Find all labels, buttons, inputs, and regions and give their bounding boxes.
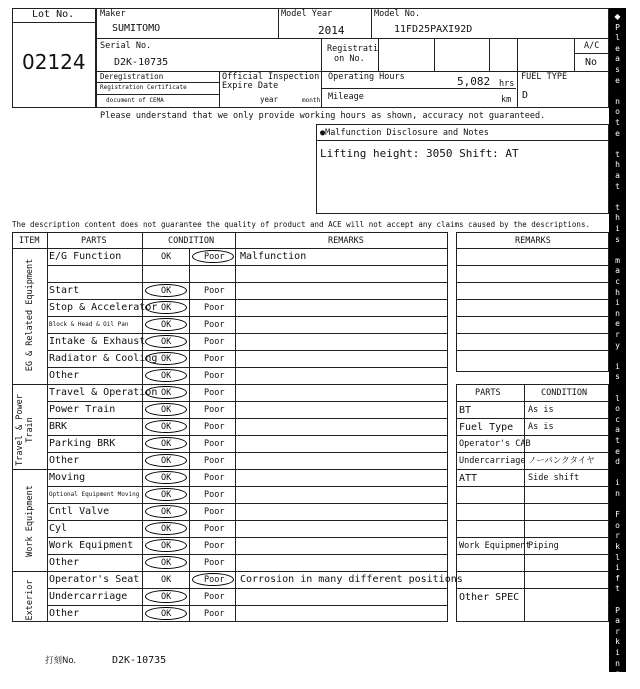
ac-value: No: [585, 57, 598, 68]
sidebar-char: h: [615, 287, 620, 297]
row-part: Undercarriage: [49, 591, 128, 602]
condition-ok[interactable]: OK: [161, 609, 172, 619]
sidebar-char: a: [615, 54, 620, 64]
condition-ok[interactable]: OK: [161, 405, 172, 415]
inspection-year: year: [260, 95, 279, 104]
row-part: Intake & Exhaust: [49, 336, 146, 347]
condition-poor[interactable]: Poor: [204, 575, 225, 585]
disclaimer: The description content does not guarantee the quality of product and ACE will not accept any claims caused by the descriptions.: [12, 220, 590, 229]
deregistration-line1: Deregistration: [100, 72, 164, 81]
condition-poor[interactable]: Poor: [204, 422, 225, 432]
selected-condition-circle: [145, 284, 187, 297]
selected-condition-circle: [145, 352, 187, 365]
condition-poor[interactable]: Poor: [204, 371, 225, 381]
selected-condition-circle: [145, 301, 187, 314]
condition-ok[interactable]: OK: [161, 439, 172, 449]
condition-ok[interactable]: OK: [161, 490, 172, 500]
sidebar-char: i: [615, 563, 620, 573]
right-parts-header: PARTS: [475, 388, 501, 398]
condition-poor[interactable]: Poor: [204, 354, 225, 364]
sidebar-char: o: [615, 404, 620, 414]
row-part: Operator's Seat: [49, 574, 140, 585]
sidebar-char: c: [615, 414, 620, 424]
sidebar-char: k: [615, 637, 620, 647]
sidebar-char: e: [615, 446, 620, 456]
row-part: Other: [49, 557, 80, 568]
condition-ok[interactable]: OK: [161, 575, 172, 585]
sidebar-char: ◆: [614, 679, 621, 689]
selected-condition-circle: [145, 437, 187, 450]
row-part: Other: [49, 370, 80, 381]
sidebar-char: l: [615, 552, 620, 562]
sidebar-char: y: [615, 340, 620, 350]
selected-condition-circle: [192, 250, 234, 263]
operating-hours-unit: hrs: [499, 79, 515, 89]
model-year-value: 2014: [318, 24, 345, 37]
condition-ok[interactable]: OK: [161, 337, 172, 347]
row-part: BRK: [49, 421, 68, 432]
mileage-unit: km: [501, 95, 512, 105]
sidebar-char: s: [615, 234, 620, 244]
sidebar-char: i: [615, 478, 620, 488]
condition-ok[interactable]: OK: [161, 456, 172, 466]
group-exterior: Exterior: [25, 579, 35, 621]
right-row-condition: Piping: [528, 541, 559, 551]
row-part: Block & Head & Oil Pan: [49, 321, 129, 328]
row-part: E/G Function: [49, 251, 122, 262]
condition-ok[interactable]: OK: [161, 252, 172, 262]
header-item: ITEM: [19, 236, 40, 246]
condition-ok[interactable]: OK: [161, 354, 172, 364]
condition-poor[interactable]: Poor: [204, 337, 225, 347]
selected-condition-circle: [145, 454, 187, 467]
right-row-part: Fuel Type: [459, 422, 514, 433]
sidebar-char: h: [615, 160, 620, 170]
deregistration-line2: Registration Certificate: [100, 84, 187, 91]
fuel-type-label: FUEL TYPE: [521, 72, 568, 82]
row-part: Cyl: [49, 523, 68, 534]
condition-poor[interactable]: Poor: [204, 507, 225, 517]
operating-hours-label: Operating Hours: [328, 72, 405, 82]
header-condition: CONDITION: [168, 236, 215, 246]
registration-label-1: Registrati: [327, 44, 379, 54]
right-row-part: Undercarriage: [459, 456, 526, 466]
maker-label: Maker: [100, 9, 126, 19]
sidebar-char: e: [615, 43, 620, 53]
condition-poor[interactable]: Poor: [204, 252, 225, 262]
sidebar-char: a: [615, 266, 620, 276]
sidebar-char: t: [615, 202, 620, 212]
selected-condition-circle: [145, 522, 187, 535]
selected-condition-circle: [145, 420, 187, 433]
row-part: Moving: [49, 472, 86, 483]
sidebar-char: k: [615, 542, 620, 551]
inspection-month: month: [302, 97, 321, 104]
row-part: Other: [49, 608, 80, 619]
sidebar-char: n: [615, 308, 620, 318]
condition-ok[interactable]: OK: [161, 371, 172, 381]
right-row-part: Work Equipment: [459, 541, 531, 551]
selected-condition-circle: [145, 505, 187, 518]
row-remark: Corrosion in many different positions: [240, 574, 463, 585]
sidebar-char: h: [615, 213, 620, 223]
sidebar-char: a: [615, 171, 620, 180]
sidebar-char: a: [615, 616, 620, 626]
sidebar-char: i: [615, 224, 620, 233]
condition-ok[interactable]: OK: [161, 388, 172, 398]
condition-poor[interactable]: Poor: [204, 490, 225, 500]
right-row-part: Operator's CAB: [459, 439, 531, 449]
sidebar-char: i: [615, 648, 620, 657]
sidebar-char: r: [615, 531, 620, 541]
selected-condition-circle: [145, 607, 187, 620]
condition-poor[interactable]: Poor: [204, 592, 225, 602]
model-no-label: Model No.: [374, 9, 421, 19]
condition-ok[interactable]: OK: [161, 286, 172, 296]
selected-condition-circle: [192, 573, 234, 586]
inspection-line1: Official Inspection: [222, 72, 320, 82]
right-row-condition: As is: [528, 405, 554, 415]
sidebar-char: o: [615, 107, 620, 117]
condition-ok[interactable]: OK: [161, 524, 172, 534]
stamp-label: 打刻No.: [45, 656, 77, 666]
hours-note: Please understand that we only provide working hours as shown, accuracy not guaranteed.: [100, 111, 546, 121]
sidebar-char: n: [615, 489, 620, 498]
condition-ok[interactable]: OK: [161, 473, 172, 483]
row-part: Radiator & Cooling: [49, 353, 158, 364]
row-part: Cntl Valve: [49, 506, 110, 517]
row-part: Parking BRK: [49, 438, 116, 449]
sidebar-char: n: [615, 658, 620, 668]
sidebar-char: P: [615, 22, 620, 32]
fuel-type-value: D: [522, 90, 529, 101]
row-part: Start: [49, 285, 80, 296]
sidebar-char: d: [615, 457, 620, 467]
right-condition-header: CONDITION: [541, 388, 588, 398]
model-no-value: 11FD25PAXI92D: [394, 24, 473, 35]
sidebar-char: t: [615, 584, 620, 594]
condition-poor[interactable]: Poor: [204, 439, 225, 449]
row-part: Other: [49, 455, 80, 466]
row-part: Optional Equipment Moving: [49, 491, 140, 498]
location-note-sidebar: [609, 8, 626, 689]
row-part: Travel & Operation: [49, 387, 158, 398]
selected-condition-circle: [145, 556, 187, 569]
selected-condition-circle: [145, 403, 187, 416]
selected-condition-circle: [145, 369, 187, 382]
ac-label: A/C: [584, 41, 600, 51]
sidebar-char: c: [615, 277, 620, 286]
malfunction-title: ●Malfunction Disclosure and Notes: [320, 128, 489, 138]
sidebar-char: i: [615, 298, 620, 308]
condition-poor[interactable]: Poor: [204, 286, 225, 296]
lot-label: Lot No.: [32, 9, 75, 20]
sidebar-char: t: [615, 149, 620, 159]
group-travel-2: Train: [25, 417, 35, 443]
header-remarks: REMARKS: [328, 236, 364, 246]
sidebar-char: ◆: [614, 12, 621, 21]
condition-poor[interactable]: Poor: [204, 388, 225, 398]
sidebar-char: e: [615, 319, 620, 329]
condition-poor[interactable]: Poor: [204, 456, 225, 466]
sidebar-char: s: [615, 372, 620, 382]
condition-poor[interactable]: Poor: [204, 609, 225, 619]
condition-poor[interactable]: Poor: [204, 558, 225, 568]
sidebar-char: t: [615, 181, 620, 191]
sidebar-char: r: [615, 330, 620, 339]
sidebar-char: s: [615, 65, 620, 74]
sidebar-char: f: [615, 573, 620, 583]
inspection-line2: Expire Date: [222, 81, 279, 91]
selected-condition-circle: [145, 590, 187, 603]
serial-value: D2K-10735: [114, 57, 169, 68]
header-parts: PARTS: [81, 236, 107, 246]
condition-poor[interactable]: Poor: [204, 473, 225, 483]
group-eg: EG & Related Equipment: [25, 258, 35, 372]
malfunction-text: Lifting height: 3050 Shift: AT: [320, 147, 519, 160]
operating-hours-value: 5,082: [457, 75, 491, 88]
sidebar-char: e: [615, 75, 620, 85]
condition-poor[interactable]: Poor: [204, 405, 225, 415]
sidebar-char: l: [615, 393, 620, 403]
condition-ok[interactable]: OK: [161, 558, 172, 568]
condition-ok[interactable]: OK: [161, 320, 172, 330]
sidebar-char: P: [615, 605, 620, 615]
condition-poor[interactable]: Poor: [204, 320, 225, 330]
condition-ok[interactable]: OK: [161, 541, 172, 551]
sidebar-char: e: [615, 128, 620, 138]
row-part: Power Train: [49, 404, 116, 415]
condition-ok[interactable]: OK: [161, 303, 172, 313]
sidebar-char: m: [615, 255, 620, 265]
sidebar-char: t: [615, 118, 620, 127]
sidebar-char: t: [615, 436, 620, 445]
condition-ok[interactable]: OK: [161, 507, 172, 517]
sidebar-char: n: [615, 96, 620, 106]
condition-poor[interactable]: Poor: [204, 303, 225, 313]
selected-condition-circle: [145, 386, 187, 399]
group-work: Work Equipment: [25, 485, 35, 557]
lot-number: 02124: [22, 50, 86, 74]
right-row-condition: Side shift: [528, 473, 580, 483]
stamp-value: D2K-10735: [112, 655, 167, 666]
right-remarks-header: REMARKS: [515, 236, 551, 246]
right-row-condition: As is: [528, 422, 554, 432]
mileage-label: Mileage: [328, 92, 364, 102]
selected-condition-circle: [145, 318, 187, 331]
right-row-part: ATT: [459, 473, 478, 484]
condition-poor[interactable]: Poor: [204, 541, 225, 551]
row-remark: Malfunction: [240, 251, 307, 262]
sidebar-char: l: [615, 33, 620, 43]
serial-label: Serial No.: [100, 41, 152, 51]
sidebar-char: o: [615, 520, 620, 530]
condition-ok[interactable]: OK: [161, 592, 172, 602]
sidebar-char: i: [615, 361, 620, 371]
registration-label-2: on No.: [334, 54, 365, 64]
right-row-part: Other SPEC: [459, 592, 520, 603]
selected-condition-circle: [145, 539, 187, 552]
sidebar-char: F: [615, 510, 620, 520]
row-part: Work Equipment: [49, 540, 134, 551]
group-travel-1: Travel & Power: [15, 394, 25, 466]
selected-condition-circle: [145, 335, 187, 348]
right-row-part: BT: [459, 405, 472, 416]
condition-ok[interactable]: OK: [161, 422, 172, 432]
sidebar-char: a: [615, 425, 620, 435]
right-row-condition: ノーパンクタイヤ: [528, 456, 595, 466]
selected-condition-circle: [145, 488, 187, 501]
right-remarks-box: [456, 232, 609, 372]
maker-value: SUMITOMO: [112, 23, 161, 34]
sidebar-char: g: [615, 669, 620, 679]
row-part: Stop & Accelerator: [49, 302, 158, 313]
condition-poor[interactable]: Poor: [204, 524, 225, 534]
deregistration-line3: document of CEMA: [106, 97, 164, 104]
sidebar-char: r: [615, 626, 620, 636]
model-year-label: Model Year: [281, 9, 333, 19]
selected-condition-circle: [145, 471, 187, 484]
